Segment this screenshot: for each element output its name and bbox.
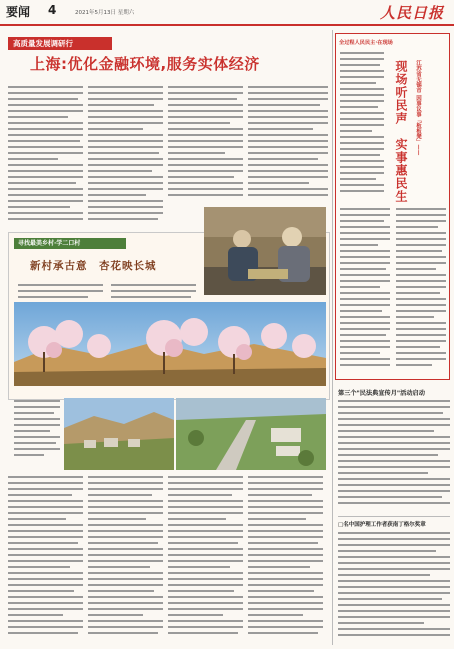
- photo-caption: [14, 398, 64, 468]
- text-texture: [168, 476, 243, 642]
- lower-column-3: [168, 476, 243, 642]
- page-header: [0, 0, 454, 26]
- side-subheadline: 江苏省无锡市 因事议事「板板凳」——: [415, 60, 421, 156]
- forum-headline: 第三个"民法典宣传月"活动启动: [338, 390, 425, 397]
- photo-villagers: [204, 207, 326, 295]
- lead-kicker: 高质量发展调研行: [8, 37, 112, 50]
- lower-column-1: [8, 476, 83, 642]
- text-texture: [88, 86, 163, 226]
- lead-column-3: [168, 86, 243, 204]
- text-texture: [168, 86, 243, 204]
- side-kicker: 全过程人民民主·在现场: [339, 40, 393, 46]
- text-texture: [18, 284, 198, 300]
- nursing-award-headline: □名中国护理工作者获南丁格尔奖章: [338, 522, 426, 528]
- section-label: 要闻: [6, 5, 31, 19]
- villagers-image: [204, 207, 326, 295]
- feature-intro: [18, 284, 198, 300]
- text-texture: [14, 398, 64, 468]
- lead-headline: 上海:优化金融环境,服务实体经济: [30, 55, 260, 73]
- photo-apricot-blossoms: [14, 302, 326, 386]
- text-texture: [340, 52, 384, 202]
- side-column-b: [340, 208, 446, 374]
- page-number: 4: [48, 3, 57, 17]
- text-texture: [88, 476, 163, 642]
- lower-column-2: [88, 476, 163, 642]
- photo-aerial-road: [176, 398, 326, 470]
- forum-body: [338, 400, 450, 512]
- column-rule: [332, 30, 333, 645]
- side-column-a: [340, 52, 384, 202]
- text-texture: [248, 476, 328, 642]
- hills-image: [64, 398, 174, 470]
- text-texture: [8, 86, 83, 226]
- side-headline: 现场听民声 实事惠民生: [394, 60, 408, 203]
- blossom-image: [14, 302, 326, 386]
- feature-headline: 新村承古意 杏花映长城: [30, 260, 157, 272]
- road-image: [176, 398, 326, 470]
- nursing-body: [338, 532, 450, 642]
- divider-line: [338, 516, 450, 517]
- lead-column-1: [8, 86, 83, 226]
- lead-column-2: [88, 86, 163, 226]
- masthead-logo: 人民日报: [379, 4, 444, 22]
- lead-column-4: [248, 86, 328, 204]
- text-texture: [338, 400, 450, 512]
- feature-kicker: 寻找最美乡村·学二口村: [14, 238, 126, 249]
- text-texture: [338, 532, 450, 642]
- text-texture: [340, 208, 446, 374]
- text-texture: [248, 86, 328, 204]
- photo-village-hills: [64, 398, 174, 470]
- issue-date: 2021年5月13日 星期六: [75, 10, 135, 16]
- text-texture: [8, 476, 83, 642]
- lower-column-4: [248, 476, 328, 642]
